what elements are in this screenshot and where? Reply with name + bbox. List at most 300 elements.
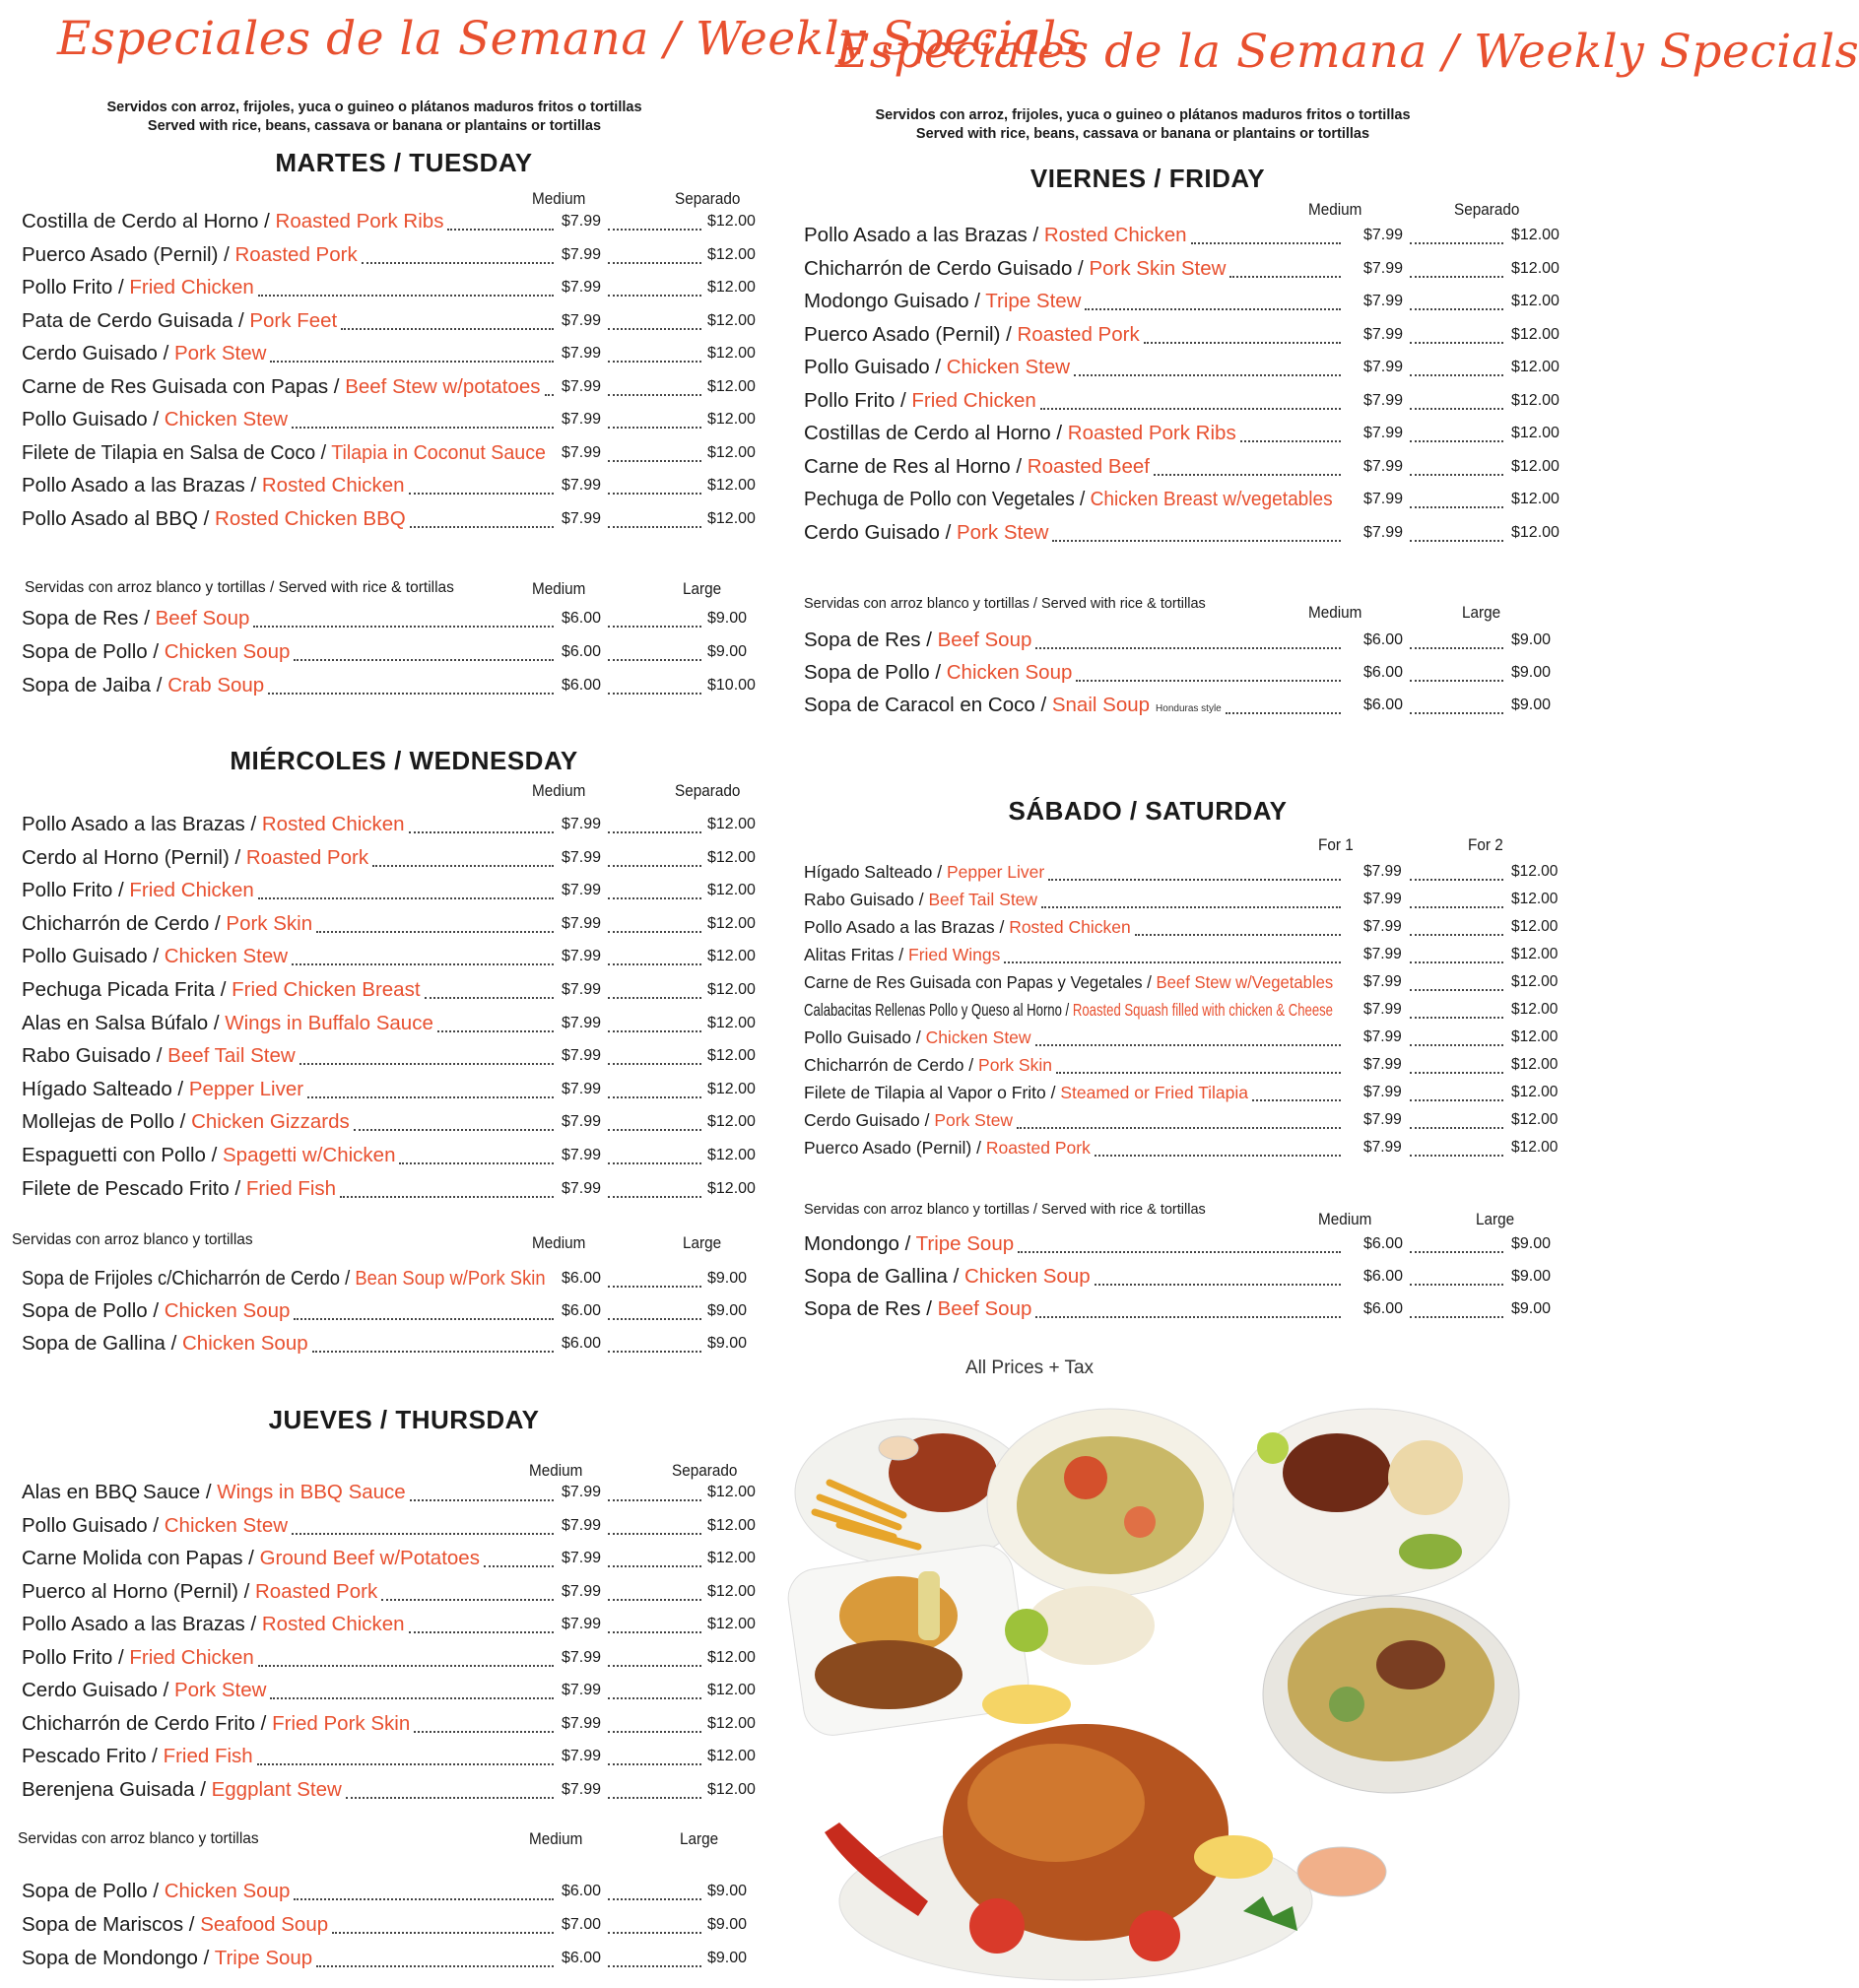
item-name-en: Roasted Pork Ribs (275, 210, 444, 232)
price-medium: $6.00 (562, 677, 602, 694)
item-name-es: Pollo Guisado / (804, 1027, 921, 1047)
dot-leader (258, 897, 554, 899)
dot-leader (1226, 712, 1341, 714)
price-medium: $7.99 (562, 1113, 602, 1131)
item-name-en: Rosted Chicken (1009, 917, 1131, 937)
menu-item-name (804, 997, 1333, 1023)
subtitle-right (828, 106, 1458, 144)
dot-leader (410, 526, 554, 528)
item-name-en: Rosted Chicken BBQ (215, 506, 406, 530)
menu-item-name (804, 1052, 1052, 1078)
dot-leader (1410, 1155, 1503, 1157)
item-name-en: Wings in BBQ Sauce (217, 1481, 406, 1503)
dot-leader (1410, 1251, 1503, 1253)
menu-item-name (22, 1678, 266, 1703)
dot-leader (362, 262, 554, 264)
dot-leader (608, 1318, 701, 1320)
dot-leader (1410, 374, 1503, 376)
dot-leader (608, 1631, 701, 1633)
dot-leader (1004, 961, 1341, 963)
dot-leader (316, 931, 554, 933)
item-name-es: Chicharrón de Cerdo Frito / (22, 1711, 267, 1735)
item-name-es: Mondongo / (804, 1232, 911, 1255)
dot-leader (1135, 934, 1341, 936)
menu-item-name (804, 660, 1072, 686)
menu-item-row (804, 887, 1559, 912)
item-name-en: Roasted Pork Ribs (1067, 422, 1236, 444)
price-medium: $7.99 (562, 882, 602, 899)
menu-item-row (804, 487, 1560, 512)
dot-leader (608, 295, 701, 297)
friday-soup-col1-header: Medium (1308, 603, 1362, 622)
dot-leader (292, 963, 554, 965)
price-medium: $7.99 (1363, 259, 1404, 277)
menu-item-row (22, 1011, 756, 1036)
price-large: $12.00 (707, 1780, 756, 1798)
menu-item-row (804, 942, 1559, 967)
price-medium: $7.99 (1363, 391, 1404, 409)
price-large: $12.00 (707, 1147, 756, 1163)
dot-leader (332, 1932, 554, 1934)
dot-leader (608, 1129, 701, 1131)
dot-leader (1040, 408, 1341, 410)
dot-leader (1410, 712, 1503, 714)
dot-leader (1074, 374, 1341, 376)
menu-item-name (22, 1266, 546, 1292)
tuesday-soup-col1-header: Medium (532, 579, 586, 598)
menu-item-name (22, 1109, 350, 1135)
item-name-en: Crab Soup (167, 674, 265, 696)
item-name-es: Filete de Tilapia al Vapor o Frito / (804, 1083, 1056, 1102)
dot-leader (1191, 242, 1341, 244)
tortillas-graphic (1388, 1440, 1463, 1515)
steak-graphic (1283, 1433, 1391, 1512)
dot-leader (1240, 440, 1341, 442)
item-name-es: Filete de Tilapia en Salsa de Coco / (22, 440, 327, 464)
dot-leader (1410, 506, 1503, 508)
item-name-es: Puerco Asado (Pernil) / (804, 1138, 981, 1158)
tuesday-col1-header: Medium (532, 189, 586, 208)
tuesday-soup-note: Servidas con arroz blanco y tortillas / Served with rice & tortillas (25, 579, 454, 596)
menu-item-name (22, 911, 312, 937)
item-name-en: Fried Wings (908, 945, 1001, 964)
menu-item-name (22, 341, 266, 366)
dot-leader (346, 1797, 554, 1799)
dot-leader (1410, 680, 1503, 682)
menu-item-name (804, 421, 1236, 446)
menu-item-name (22, 308, 337, 334)
price-medium: $7.99 (1363, 491, 1404, 507)
price-large: $12.00 (707, 509, 756, 527)
price-large: $12.00 (707, 411, 756, 428)
dot-leader (341, 328, 554, 330)
item-name-es: Sopa de Res / (804, 629, 932, 651)
price-large: $9.00 (1511, 664, 1552, 681)
price-large: $9.00 (707, 1270, 748, 1287)
menu-item-name (804, 914, 1131, 940)
menu-item-name (22, 1176, 336, 1202)
menu-item-name (22, 1143, 395, 1168)
item-name-es: Chicharrón de Cerdo / (22, 911, 221, 935)
friday-col2-header: Separado (1454, 200, 1520, 219)
tuesday-heading: MARTES / TUESDAY (275, 148, 533, 177)
price-medium: $6.00 (1363, 1235, 1404, 1252)
item-name-en: Rosted Chicken (1043, 224, 1187, 246)
dot-leader (608, 1797, 701, 1799)
price-large: $12.00 (707, 948, 756, 965)
wednesday-heading: MIÉRCOLES / WEDNESDAY (230, 746, 578, 775)
price-large: $12.00 (1511, 523, 1560, 541)
price-large: $9.00 (1511, 1300, 1552, 1317)
price-large: $9.00 (707, 610, 748, 627)
item-name-en: Fried Chicken (129, 276, 254, 298)
item-name-en: Pepper Liver (946, 862, 1045, 882)
dot-leader (1410, 342, 1503, 344)
menu-item-name (22, 812, 405, 837)
menu-item-name (804, 487, 1333, 512)
price-large: $12.00 (1511, 325, 1560, 343)
item-name-en: Beef Soup (937, 1297, 1032, 1320)
price-medium: $7.99 (562, 345, 602, 362)
menu-item-name (22, 1645, 254, 1671)
dot-leader (294, 1898, 554, 1900)
dot-leader (1056, 1072, 1341, 1074)
menu-item-row (804, 1135, 1559, 1160)
price-medium: $7.99 (562, 848, 602, 866)
dot-leader (270, 361, 554, 363)
item-name-en: Beef Tail Stew (928, 890, 1038, 909)
price-medium: $7.99 (562, 279, 602, 296)
menu-item-row (804, 1025, 1559, 1050)
dot-leader (1410, 1284, 1503, 1286)
item-name-es: Sopa de Mondongo / (22, 1947, 210, 1969)
dot-leader (608, 1565, 701, 1567)
menu-item-row (22, 878, 756, 903)
price-large: $12.00 (707, 1047, 756, 1065)
price-medium: $7.99 (1363, 227, 1404, 243)
price-medium: $7.99 (1363, 973, 1402, 990)
price-large: $12.00 (707, 213, 756, 230)
item-name-es: Carne de Res Guisada con Papas / (22, 374, 340, 398)
dot-leader (425, 997, 554, 999)
menu-item-row (22, 1109, 756, 1135)
price-large: $12.00 (707, 1113, 756, 1131)
item-name-es: Pollo Guisado / (804, 356, 942, 378)
price-medium: $7.99 (562, 377, 602, 395)
wednesday-soup-col2-header: Large (683, 1233, 722, 1252)
dot-leader (608, 1351, 701, 1353)
saturday-soup-note: Servidas con arroz blanco y tortillas / Served with rice & tortillas (804, 1202, 1206, 1218)
menu-item-name (22, 209, 443, 234)
price-large: $12.00 (1511, 1028, 1559, 1045)
menu-item-name (804, 355, 1070, 380)
item-name-en: Chicken Soup (164, 1299, 291, 1322)
item-name-es: Sopa de Gallina / (22, 1332, 177, 1355)
price-large: $9.00 (1511, 696, 1552, 713)
item-name-es: Sopa de Gallina / (804, 1265, 960, 1288)
dot-leader (608, 1030, 701, 1032)
menu-item-name (22, 977, 421, 1003)
menu-item-row (804, 1052, 1559, 1078)
price-large: $12.00 (707, 443, 756, 461)
menu-item-name (22, 639, 290, 665)
item-name-en: Roasted Squash filled with chicken & Cheese (1072, 1000, 1333, 1020)
price-large: $12.00 (1511, 391, 1560, 409)
menu-item-name (22, 440, 546, 466)
menu-item-row (22, 1612, 756, 1637)
price-large: $12.00 (1511, 359, 1560, 375)
price-large: $12.00 (1511, 918, 1559, 935)
dot-leader (608, 1096, 701, 1098)
price-large: $12.00 (707, 1748, 756, 1764)
menu-item-name (804, 1107, 1013, 1133)
item-name-en: Pork Skin (226, 911, 313, 935)
dot-leader (1410, 440, 1503, 442)
item-name-en: Pork Skin Stew (1089, 256, 1227, 280)
price-medium: $7.99 (562, 509, 602, 527)
item-name-en: Wings in Buffalo Sauce (225, 1011, 433, 1034)
item-name-en: Chicken Soup (946, 661, 1073, 684)
price-large: $12.00 (707, 1648, 756, 1666)
friday-heading: VIERNES / FRIDAY (1029, 164, 1266, 193)
menu-item-name (22, 673, 264, 698)
menu-item-row (22, 341, 756, 366)
item-name-en: Seafood Soup (200, 1913, 329, 1936)
menu-item-name (22, 878, 254, 903)
menu-item-row (22, 1744, 756, 1769)
menu-item-row (804, 289, 1560, 314)
price-large: $9.00 (1511, 631, 1552, 648)
dot-leader (608, 493, 701, 495)
menu-item-name (804, 628, 1031, 653)
dot-leader (1410, 934, 1503, 936)
dot-leader (608, 262, 701, 264)
item-name-en: Pork Stew (173, 1679, 267, 1701)
item-name-en: Fried Chicken (129, 1645, 254, 1669)
item-name-es: Filete de Pescado Frito / (22, 1176, 241, 1200)
price-medium: $7.99 (562, 1780, 602, 1798)
item-name-en: Fried Fish (245, 1176, 337, 1200)
price-large: $12.00 (1511, 227, 1560, 243)
price-medium: $6.00 (1363, 664, 1404, 681)
price-medium: $7.99 (562, 1714, 602, 1732)
dot-leader (608, 897, 701, 899)
menu-item-name (804, 256, 1226, 282)
price-medium: $7.99 (562, 1014, 602, 1031)
dot-leader (608, 1599, 701, 1601)
item-name-en: Beef Soup (155, 607, 250, 630)
item-name-en: Pork Skin (978, 1055, 1052, 1075)
thursday-col1-header: Medium (529, 1461, 583, 1480)
price-large: $9.00 (1511, 1268, 1552, 1285)
dot-leader (608, 831, 701, 833)
item-name-es: Pata de Cerdo Guisada / (22, 308, 244, 332)
item-name-en: Fried Pork Skin (272, 1711, 411, 1735)
dot-leader (1410, 961, 1503, 963)
dot-leader (1410, 1316, 1503, 1318)
menu-item-name (804, 1296, 1031, 1322)
item-name-en: Chicken Stew (164, 945, 289, 968)
menu-item-name (804, 322, 1140, 348)
price-large: $12.00 (707, 1516, 756, 1534)
menu-item-row (22, 639, 748, 665)
price-large: $12.00 (707, 914, 756, 932)
price-large: $12.00 (1511, 891, 1559, 907)
dot-leader (1035, 1044, 1341, 1046)
dot-leader (1410, 1072, 1503, 1074)
item-name-es: Pescado Frito / (22, 1745, 158, 1767)
thursday-col2-header: Separado (672, 1461, 738, 1480)
item-name-es: Calabacitas Rellenas Pollo y Queso al Horno / (804, 1000, 1070, 1020)
menu-item-row (22, 1678, 756, 1703)
price-medium: $7.99 (562, 1582, 602, 1600)
subtitle-es: Servidos con arroz, frijoles, yuca o guineo o plátanos maduros fritos o tortillas (106, 99, 642, 115)
item-name-en: Pork Feet (249, 308, 338, 332)
price-large: $12.00 (1511, 946, 1559, 962)
menu-item-name (22, 1513, 288, 1539)
price-medium: $7.99 (562, 1147, 602, 1163)
dot-leader (1035, 1316, 1341, 1318)
price-medium: $7.99 (562, 1179, 602, 1197)
price-medium: $7.99 (562, 914, 602, 932)
item-name-en: Chicken Soup (164, 1880, 291, 1902)
menu-item-row (22, 1912, 748, 1938)
menu-item-row (804, 454, 1560, 480)
dot-leader (608, 1731, 701, 1733)
dot-leader (608, 1763, 701, 1765)
menu-item-name (22, 275, 254, 300)
price-large: $12.00 (707, 1582, 756, 1600)
price-large: $12.00 (707, 981, 756, 998)
dot-leader (608, 1196, 701, 1198)
menu-item-name (22, 1744, 253, 1769)
item-name-es: Sopa de Pollo / (22, 1299, 160, 1322)
item-name-es: Pollo Guisado / (22, 1513, 160, 1537)
price-medium: $7.99 (562, 411, 602, 428)
price-large: $12.00 (1511, 1056, 1559, 1073)
item-name-en: Pork Stew (956, 520, 1049, 544)
price-medium: $7.99 (1363, 1084, 1402, 1100)
dot-leader (312, 1351, 554, 1353)
item-name-es: Alitas Fritas / (804, 945, 904, 964)
price-medium: $7.99 (562, 1616, 602, 1632)
price-medium: $6.00 (562, 1270, 602, 1287)
menu-item-name (22, 473, 405, 498)
price-large: $9.00 (1511, 1235, 1552, 1252)
item-name-en: Chicken Gizzards (191, 1110, 350, 1134)
menu-item-name (804, 969, 1333, 995)
dot-leader (608, 361, 701, 363)
dot-leader (294, 659, 554, 661)
price-medium: $7.99 (1363, 946, 1402, 962)
price-large: $12.00 (1511, 973, 1559, 990)
item-name-en: Chicken Soup (181, 1332, 308, 1355)
menu-item-name (22, 944, 288, 969)
price-large: $12.00 (707, 1682, 756, 1698)
dot-leader (409, 831, 554, 833)
menu-item-row (804, 421, 1560, 446)
dot-leader (1095, 1155, 1341, 1157)
item-name-es: Puerco Asado (Pernil) / (804, 322, 1012, 346)
dot-leader (1410, 879, 1503, 881)
menu-item-name (22, 242, 358, 268)
sauce-cup (879, 1436, 918, 1460)
item-name-en: Pepper Liver (188, 1077, 304, 1100)
dot-leader (258, 295, 554, 297)
dot-leader (307, 1096, 554, 1098)
dot-leader (1252, 1099, 1341, 1101)
item-name-es: Pollo Asado a las Brazas / (804, 917, 1005, 937)
price-large: $12.00 (1511, 491, 1560, 507)
dot-leader (1410, 408, 1503, 410)
dot-leader (258, 1665, 554, 1667)
dot-leader (608, 1063, 701, 1065)
item-name-es: Pollo Asado a las Brazas / (804, 224, 1039, 246)
subtitle-en: Served with rice, beans, cassava or banana or plantains or tortillas (147, 118, 602, 134)
menu-item-name (22, 845, 368, 871)
item-name-en: Beef Tail Stew (167, 1044, 296, 1068)
wednesday-col1-header: Medium (532, 781, 586, 800)
dot-leader (1410, 1044, 1503, 1046)
item-name-es: Carne de Res al Horno / (804, 454, 1023, 478)
dot-leader (484, 1565, 554, 1567)
menu-item-row (22, 506, 756, 532)
menu-item-row (804, 322, 1560, 348)
item-name-en: Chicken Breast w/vegetables (1090, 488, 1333, 510)
dot-leader (1410, 242, 1503, 244)
dot-leader (1018, 1251, 1341, 1253)
menu-item-name (804, 693, 1222, 722)
friday-soup-note: Servidas con arroz blanco y tortillas / Served with rice & tortillas (804, 596, 1206, 612)
item-name-en: Spagetti w/Chicken (223, 1144, 396, 1166)
price-large: $12.00 (707, 377, 756, 395)
price-large: $9.00 (707, 1883, 748, 1899)
price-large: $12.00 (1511, 293, 1560, 309)
item-name-es: Berenjena Guisada / (22, 1777, 206, 1801)
price-medium: $7.99 (562, 1648, 602, 1666)
menu-item-row (804, 256, 1560, 282)
item-name-en: Chicken Stew (164, 408, 289, 431)
price-large: $12.00 (707, 1714, 756, 1732)
item-name-es: Puerco Asado (Pernil) / (22, 242, 230, 266)
menu-item-row (804, 223, 1560, 248)
thursday-soup-col1-header: Medium (529, 1829, 583, 1848)
price-large: $9.00 (707, 1335, 748, 1352)
item-name-en: Beef Stew w/potatoes (345, 374, 541, 398)
menu-item-row (22, 1711, 756, 1737)
item-name-en: Roasted Pork (245, 845, 369, 869)
price-medium: $7.99 (1363, 1028, 1402, 1045)
saturday-soup-col1-header: Medium (1318, 1210, 1372, 1228)
price-medium: $7.99 (1363, 293, 1404, 309)
menu-item-name (804, 1231, 1014, 1257)
dot-leader (1085, 308, 1341, 310)
price-medium: $7.99 (562, 443, 602, 461)
dot-leader (608, 328, 701, 330)
dot-leader (1076, 680, 1341, 682)
item-name-es: Puerco al Horno (Pernil) / (22, 1579, 250, 1603)
dot-leader (608, 626, 701, 628)
dot-leader (1410, 276, 1503, 278)
dot-leader (608, 1965, 701, 1967)
menu-item-row (804, 1107, 1559, 1133)
dot-leader (608, 659, 701, 661)
menu-item-row (22, 407, 756, 432)
menu-item-row (22, 1579, 756, 1605)
stew-graphic (815, 1640, 963, 1709)
price-large: $12.00 (1511, 1001, 1559, 1018)
menu-item-name (804, 1264, 1091, 1290)
